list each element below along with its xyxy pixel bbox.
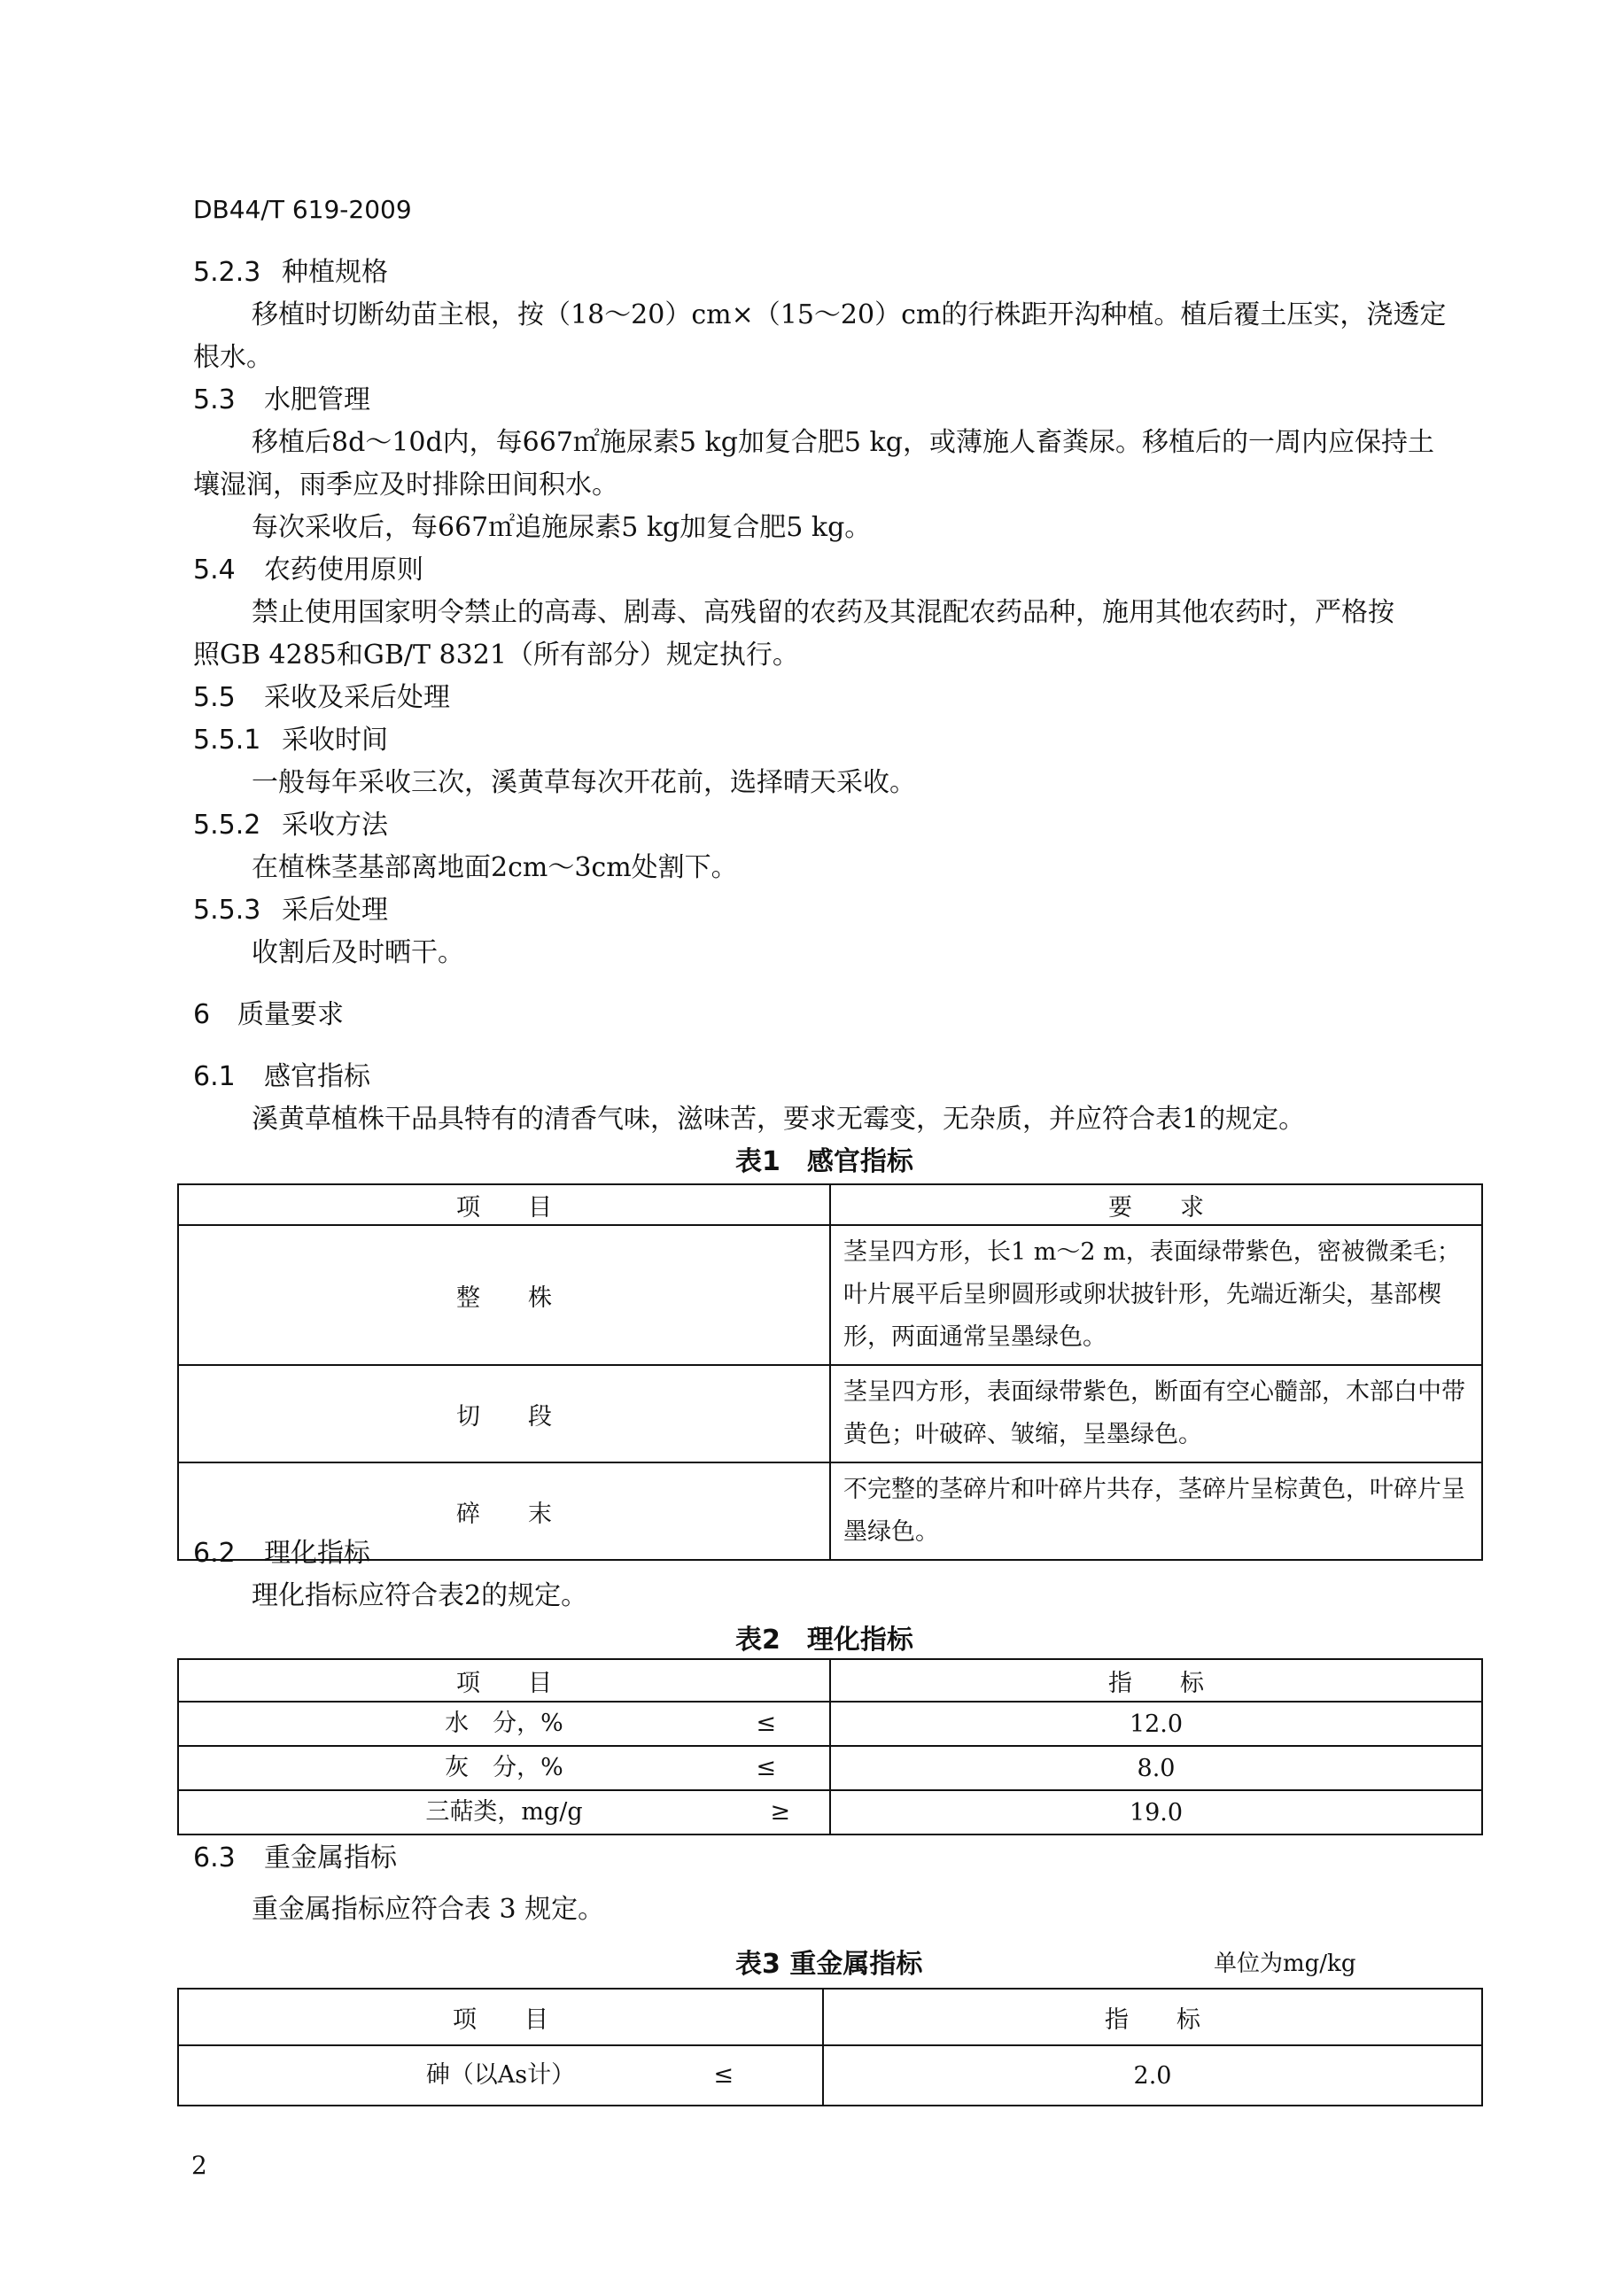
table1-sensory [177, 1183, 1483, 1561]
table2-row3-value: 19.0 [830, 1790, 1482, 1834]
standard-code: DB44/T 619-2009 [193, 195, 412, 224]
table1-row1-item: 整 株 [178, 1225, 830, 1365]
table-row [178, 1746, 1482, 1790]
section-5-4-heading: 5.4 农药使用原则 [193, 555, 423, 586]
table1-row2-req: 茎呈四方形，表面绿带紫色，断面有空心髓部，木部白中带黄色；叶破碎、皱缩，呈墨绿色。 [830, 1365, 1482, 1462]
table2-row2-op: ≤ [756, 1754, 776, 1781]
table1-row3-item: 碎 末 [178, 1462, 830, 1560]
table2-row1-value: 12.0 [830, 1702, 1482, 1746]
table2-row2-item: 灰 分，% [445, 1754, 563, 1781]
table-row [178, 1790, 1482, 1834]
section-5-2-3-text-line1: 移植时切断幼苗主根，按（18～20）cm×（15～20）cm的行株距开沟种植。植后覆土压实，浇透定 [252, 299, 1447, 330]
table2-row1-item: 水 分，% [445, 1710, 563, 1737]
section-6-3-text: 重金属指标应符合表 3 规定。 [252, 1894, 605, 1925]
section-6-heading: 6 质量要求 [193, 999, 344, 1030]
table2-row3-op: ≥ [770, 1798, 790, 1826]
section-5-3-text-line1: 移植后8d～10d内，每667㎡施尿素5 kg加复合肥5 kg，或薄施人畜粪尿。移植后的一周内应保持土 [252, 427, 1434, 458]
section-5-4-text-line1: 禁止使用国家明令禁止的高毒、剧毒、高残留的农药及其混配农药品种，施用其他农药时，严格按 [252, 597, 1394, 628]
section-5-3-text-line3: 每次采收后，每667㎡追施尿素5 kg加复合肥5 kg。 [252, 512, 872, 543]
section-6-1-heading: 6.1 感官指标 [193, 1061, 370, 1092]
table-row [178, 1462, 1482, 1560]
section-6-2-text: 理化指标应符合表2的规定。 [252, 1580, 588, 1611]
table2-row2-value: 8.0 [830, 1746, 1482, 1790]
section-5-2-3-heading: 5.2.3 种植规格 [193, 257, 388, 288]
table1-row2-item: 切 段 [178, 1365, 830, 1462]
section-5-5-2-text: 在植株茎基部离地面2cm～3cm处割下。 [252, 852, 738, 883]
table1-row3-req: 不完整的茎碎片和叶碎片共存，茎碎片呈棕黄色，叶碎片呈墨绿色。 [830, 1462, 1482, 1560]
table2-header-row [178, 1659, 1482, 1702]
table1-header-row [178, 1184, 1482, 1225]
table2-row3-item: 三萜类，mg/g [425, 1798, 583, 1826]
table3-row1-item: 砷（以As计） [425, 2061, 576, 2089]
table-row [178, 1225, 1482, 1365]
table2-physicochemical [177, 1658, 1483, 1835]
section-5-5-1-text: 一般每年采收三次，溪黄草每次开花前，选择晴天采收。 [252, 767, 916, 798]
section-6-3-heading: 6.3 重金属指标 [193, 1842, 397, 1873]
section-5-5-2-heading: 5.5.2 采收方法 [193, 810, 388, 841]
section-5-3-heading: 5.3 水肥管理 [193, 384, 370, 415]
section-5-5-1-heading: 5.5.1 采收时间 [193, 725, 388, 756]
section-5-5-heading: 5.5 采收及采后处理 [193, 682, 450, 713]
table-row [178, 1365, 1482, 1462]
section-5-5-3-text: 收割后及时晒干。 [252, 937, 464, 968]
table-row [178, 2045, 1482, 2106]
section-5-3-text-line2: 壤湿润，雨季应及时排除田间积水。 [193, 469, 618, 500]
table3-row1-value: 2.0 [823, 2045, 1482, 2106]
table1-header-item: 项 目 [178, 1184, 830, 1225]
table3-header-item: 项 目 [178, 1989, 823, 2045]
table1-title: 表1 感官指标 [735, 1146, 913, 1177]
table2-header-item: 项 目 [178, 1659, 830, 1702]
table3-title: 表3 重金属指标 [735, 1949, 923, 1980]
section-5-5-3-heading: 5.5.3 采后处理 [193, 895, 388, 926]
table2-title: 表2 理化指标 [735, 1625, 913, 1656]
table3-header-row [178, 1989, 1482, 2045]
table1-header-req: 要 求 [830, 1184, 1482, 1225]
table3-header-value: 指 标 [823, 1989, 1482, 2045]
section-5-4-text-line2: 照GB 4285和GB/T 8321（所有部分）规定执行。 [193, 640, 799, 671]
table3-row1-op: ≤ [713, 2061, 734, 2089]
table-row [178, 1702, 1482, 1746]
page-number: 2 [191, 2151, 207, 2180]
table3-unit: 单位为mg/kg [1214, 1951, 1356, 1977]
section-5-2-3-text-line2: 根水。 [193, 342, 273, 373]
table1-row1-req: 茎呈四方形，长1 m～2 m，表面绿带紫色，密被微柔毛；叶片展平后呈卵圆形或卵状披针形，先端近渐尖，基部楔形，两面通常呈墨绿色。 [830, 1225, 1482, 1365]
table2-row1-op: ≤ [756, 1710, 776, 1737]
table2-header-value: 指 标 [830, 1659, 1482, 1702]
table3-heavy-metals [177, 1988, 1483, 2106]
section-6-2-heading: 6.2 理化指标 [193, 1538, 370, 1569]
section-6-1-text: 溪黄草植株干品具特有的清香气味，滋味苦，要求无霉变，无杂质，并应符合表1的规定。 [252, 1104, 1306, 1135]
